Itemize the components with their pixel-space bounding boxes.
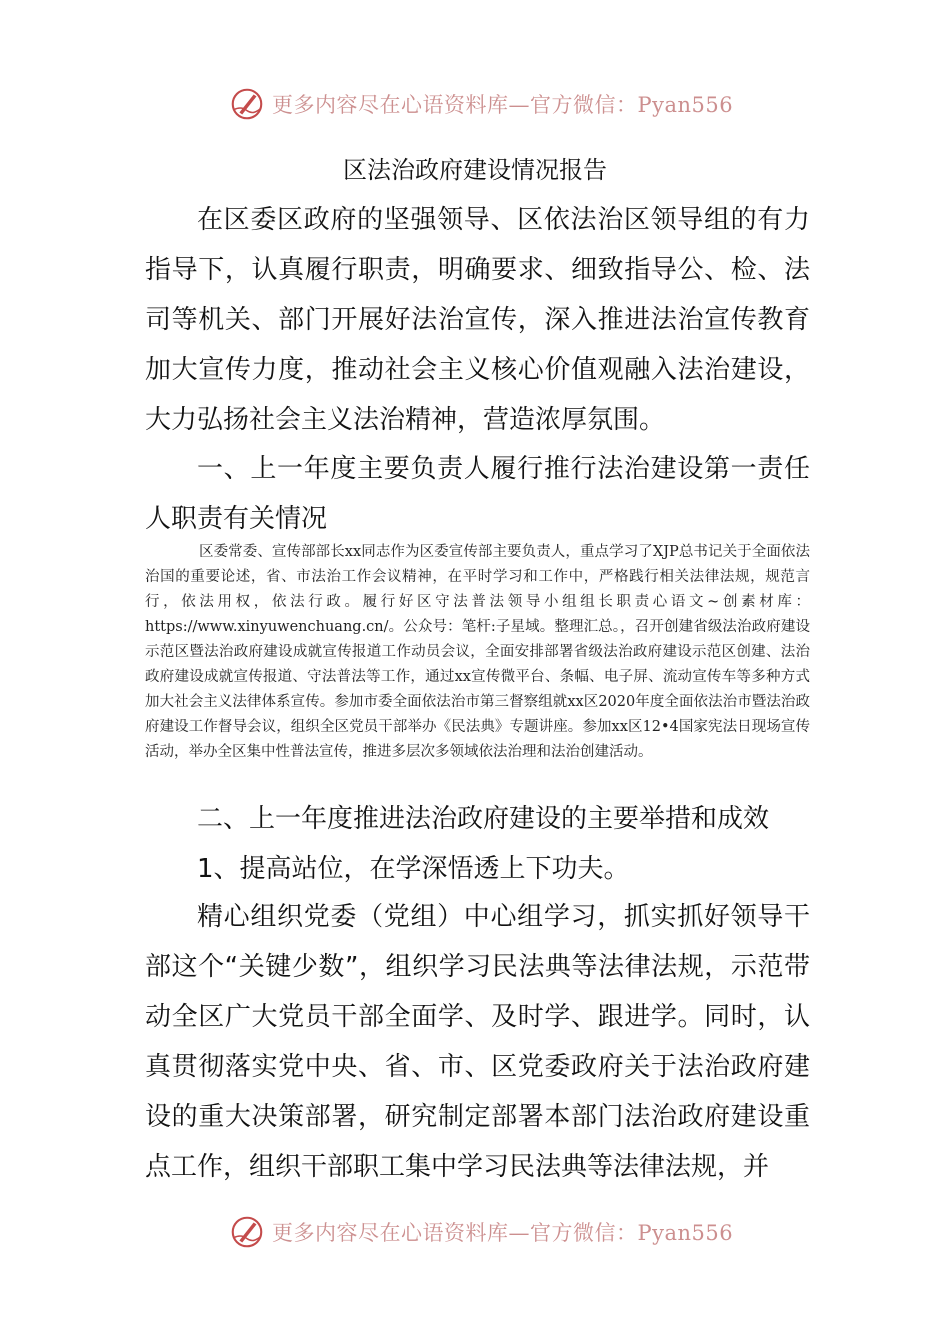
section1-body: 区委常委、宣传部部长xx同志作为区委宣传部主要负责人，重点学习了XJP总书记关于全面依法治国的重要论述，省、市法治工作会议精神，在平时学习和工作中，严格践行相关法律法规，规范言行，依法用权，依法行政。履行好区守法普法领导小组组长职责心语文~创素材库：https://www.xinyuwenchuang.cn/。公众号：笔杆:子星域。整理汇总。，召开创建省级法治政府建设示范区暨法治政府建设成就宣传报道工作动员会议，全面安排部署省级法治政府建设示范区创建、法治政府建设成就宣传报道、守法普法等工作，通过xx宣传微平台、条幅、电子屏、流动宣传车等多种方式加大社会主义法律体系宣传。参加市委全面依法治市第三督察组就xx区2020年度全面依法治市暨法治政府建设工作督导会议，组织全区党员干部举办《民法典》专题讲座。参加xx区12•4国家宪法日现场宣传活动，举办全区集中性普法宣传，推进多层次多领域依法治理和法治创建活动。 [145,544,810,760]
subsection1-body: 精心组织党委（党组）中心组学习，抓实抓好领导干部这个“关键少数”，组织学习民法典等法律法规，示范带动全区广大党员干部全面学、及时学、跟进学。同时，认真贯彻落实党中央、省、市、区党委政府关于法治政府建设的重大决策部署，研究制定部署本部门法治政府建设重点工作，组织干部职工集中学习民法典等法律法规，并 [145,902,810,1182]
footer-banner [228,1212,733,1252]
section2-heading: 二、上一年度推进法治政府建设的主要举措和成效 [197,804,770,834]
subsection1-heading: 1、提高站位，在学深悟透上下功夫。 [197,854,630,884]
pen-logo-icon [228,85,266,123]
banner-text: 更多内容尽在心语资料库—官方微信：Pyan556 [272,93,734,117]
header-banner [228,84,733,124]
pen-logo-icon [228,1213,266,1251]
intro-paragraph: 在区委区政府的坚强领导、区依法治区领导组的有力指导下，认真履行职责，明确要求、细致指导公、检、法司等机关、部门开展好法治宣传，深入推进法治宣传教育加大宣传力度，推动社会主义核心价值观融入法治建设，大力弘扬社会主义法治精神，营造浓厚氛围。 [145,205,810,435]
section1-heading: 一、上一年度主要负责人履行推行法治建设第一责任人职责有关情况 [145,454,810,534]
page-title: 区法治政府建设情况报告 [343,156,607,184]
banner-text: 更多内容尽在心语资料库—官方微信：Pyan556 [272,1221,734,1245]
